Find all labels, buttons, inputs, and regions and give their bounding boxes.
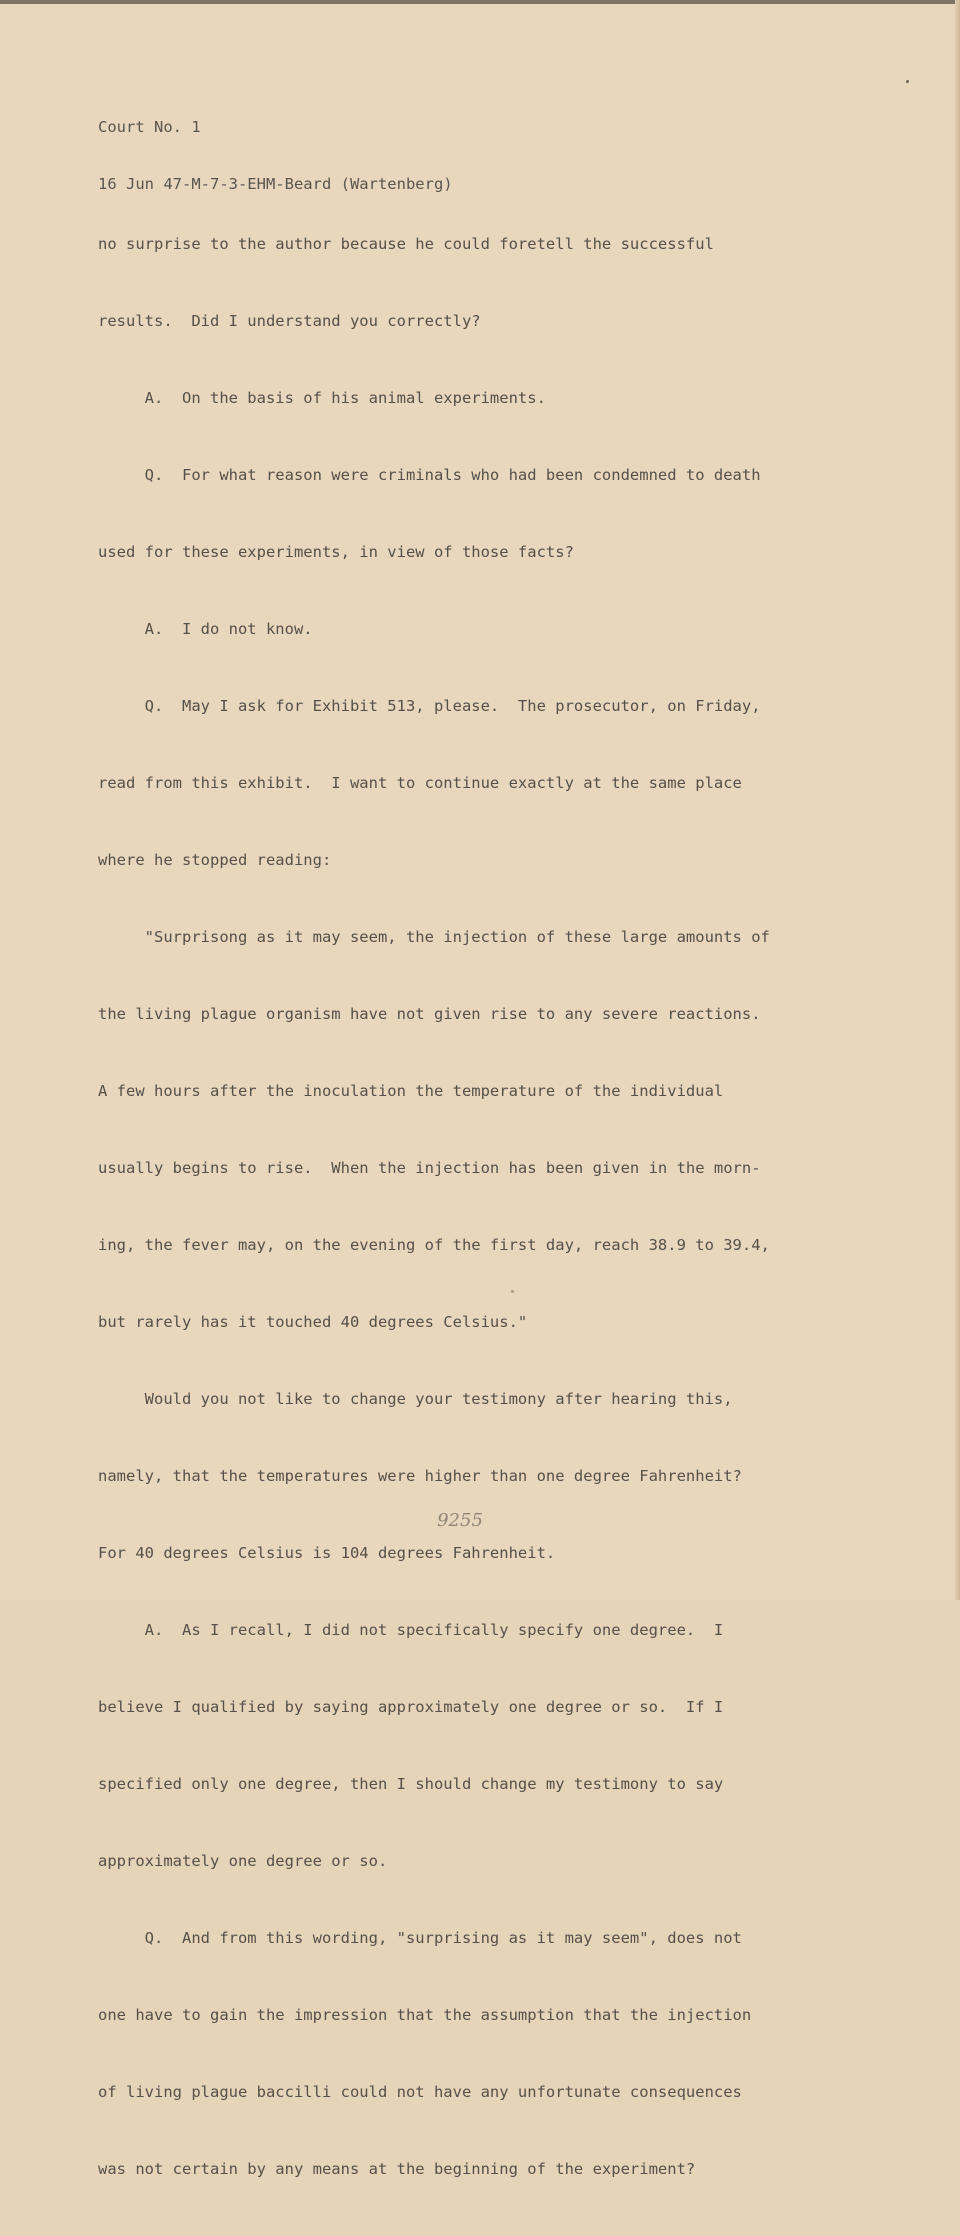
transcript-line: believe I qualified by saying approximately one degree or so. If I (98, 1698, 724, 1716)
transcript-line: one have to gain the impression that the assumption that the injection (98, 2006, 752, 2024)
transcript-line: For 40 degrees Celsius is 104 degrees Fahrenheit. (98, 1544, 556, 1562)
paper-speck (511, 1290, 514, 1293)
transcript-line: Q. And from this wording, "surprising as it may seem", does not (98, 1929, 742, 1947)
transcript-line: approximately one degree or so. (98, 1852, 388, 1870)
session-line: 16 Jun 47-M-7-3-EHM-Beard (Wartenberg) (98, 175, 453, 193)
scan-right-edge (955, 0, 960, 1600)
transcript-line: A few hours after the inoculation the temperature of the individual (98, 1082, 724, 1100)
transcript-line: no surprise to the author because he could foretell the successful (98, 235, 714, 253)
transcript-line: Q. May I ask for Exhibit 513, please. The prosecutor, on Friday, (98, 697, 761, 715)
transcript-line: was not certain by any means at the beginning of the experiment? (98, 2160, 696, 2178)
transcript-line: read from this exhibit. I want to continue exactly at the same place (98, 774, 742, 792)
transcript-line: A. On the basis of his animal experiments. (98, 389, 546, 407)
transcript-line: ing, the fever may, on the evening of the first day, reach 38.9 to 39.4, (98, 1236, 770, 1254)
transcript-line: A. As I recall, I did not specifically specify one degree. I (98, 1621, 724, 1639)
transcript-line: "Surprisong as it may seem, the injection of these large amounts of (98, 928, 770, 946)
transcript-line: where he stopped reading: (98, 851, 332, 869)
transcript-line: of living plague baccilli could not have any unfortunate consequences (98, 2083, 742, 2101)
court-number: Court No. 1 (98, 118, 201, 136)
transcript-line: but rarely has it touched 40 degrees Celsius." (98, 1313, 528, 1331)
transcript-line: Q. For what reason were criminals who had been condemned to death (98, 466, 761, 484)
transcript-line: results. Did I understand you correctly? (98, 312, 481, 330)
transcript-line: Would you not like to change your testimony after hearing this, (98, 1390, 733, 1408)
transcript-body (98, 198, 928, 2236)
paper-speck (906, 80, 909, 83)
transcript-line: usually begins to rise. When the injection has been given in the morn- (98, 1159, 761, 1177)
transcript-line: the living plague organism have not given rise to any severe reactions. (98, 1005, 761, 1023)
transcript-line: specified only one degree, then I should change my testimony to say (98, 1775, 724, 1793)
scan-top-edge (0, 0, 960, 4)
transcript-line: used for these experiments, in view of those facts? (98, 543, 574, 561)
page-number: 9255 (437, 1510, 483, 1531)
transcript-line: A. I do not know. (98, 620, 313, 638)
transcript-line: namely, that the temperatures were higher than one degree Fahrenheit? (98, 1467, 742, 1485)
